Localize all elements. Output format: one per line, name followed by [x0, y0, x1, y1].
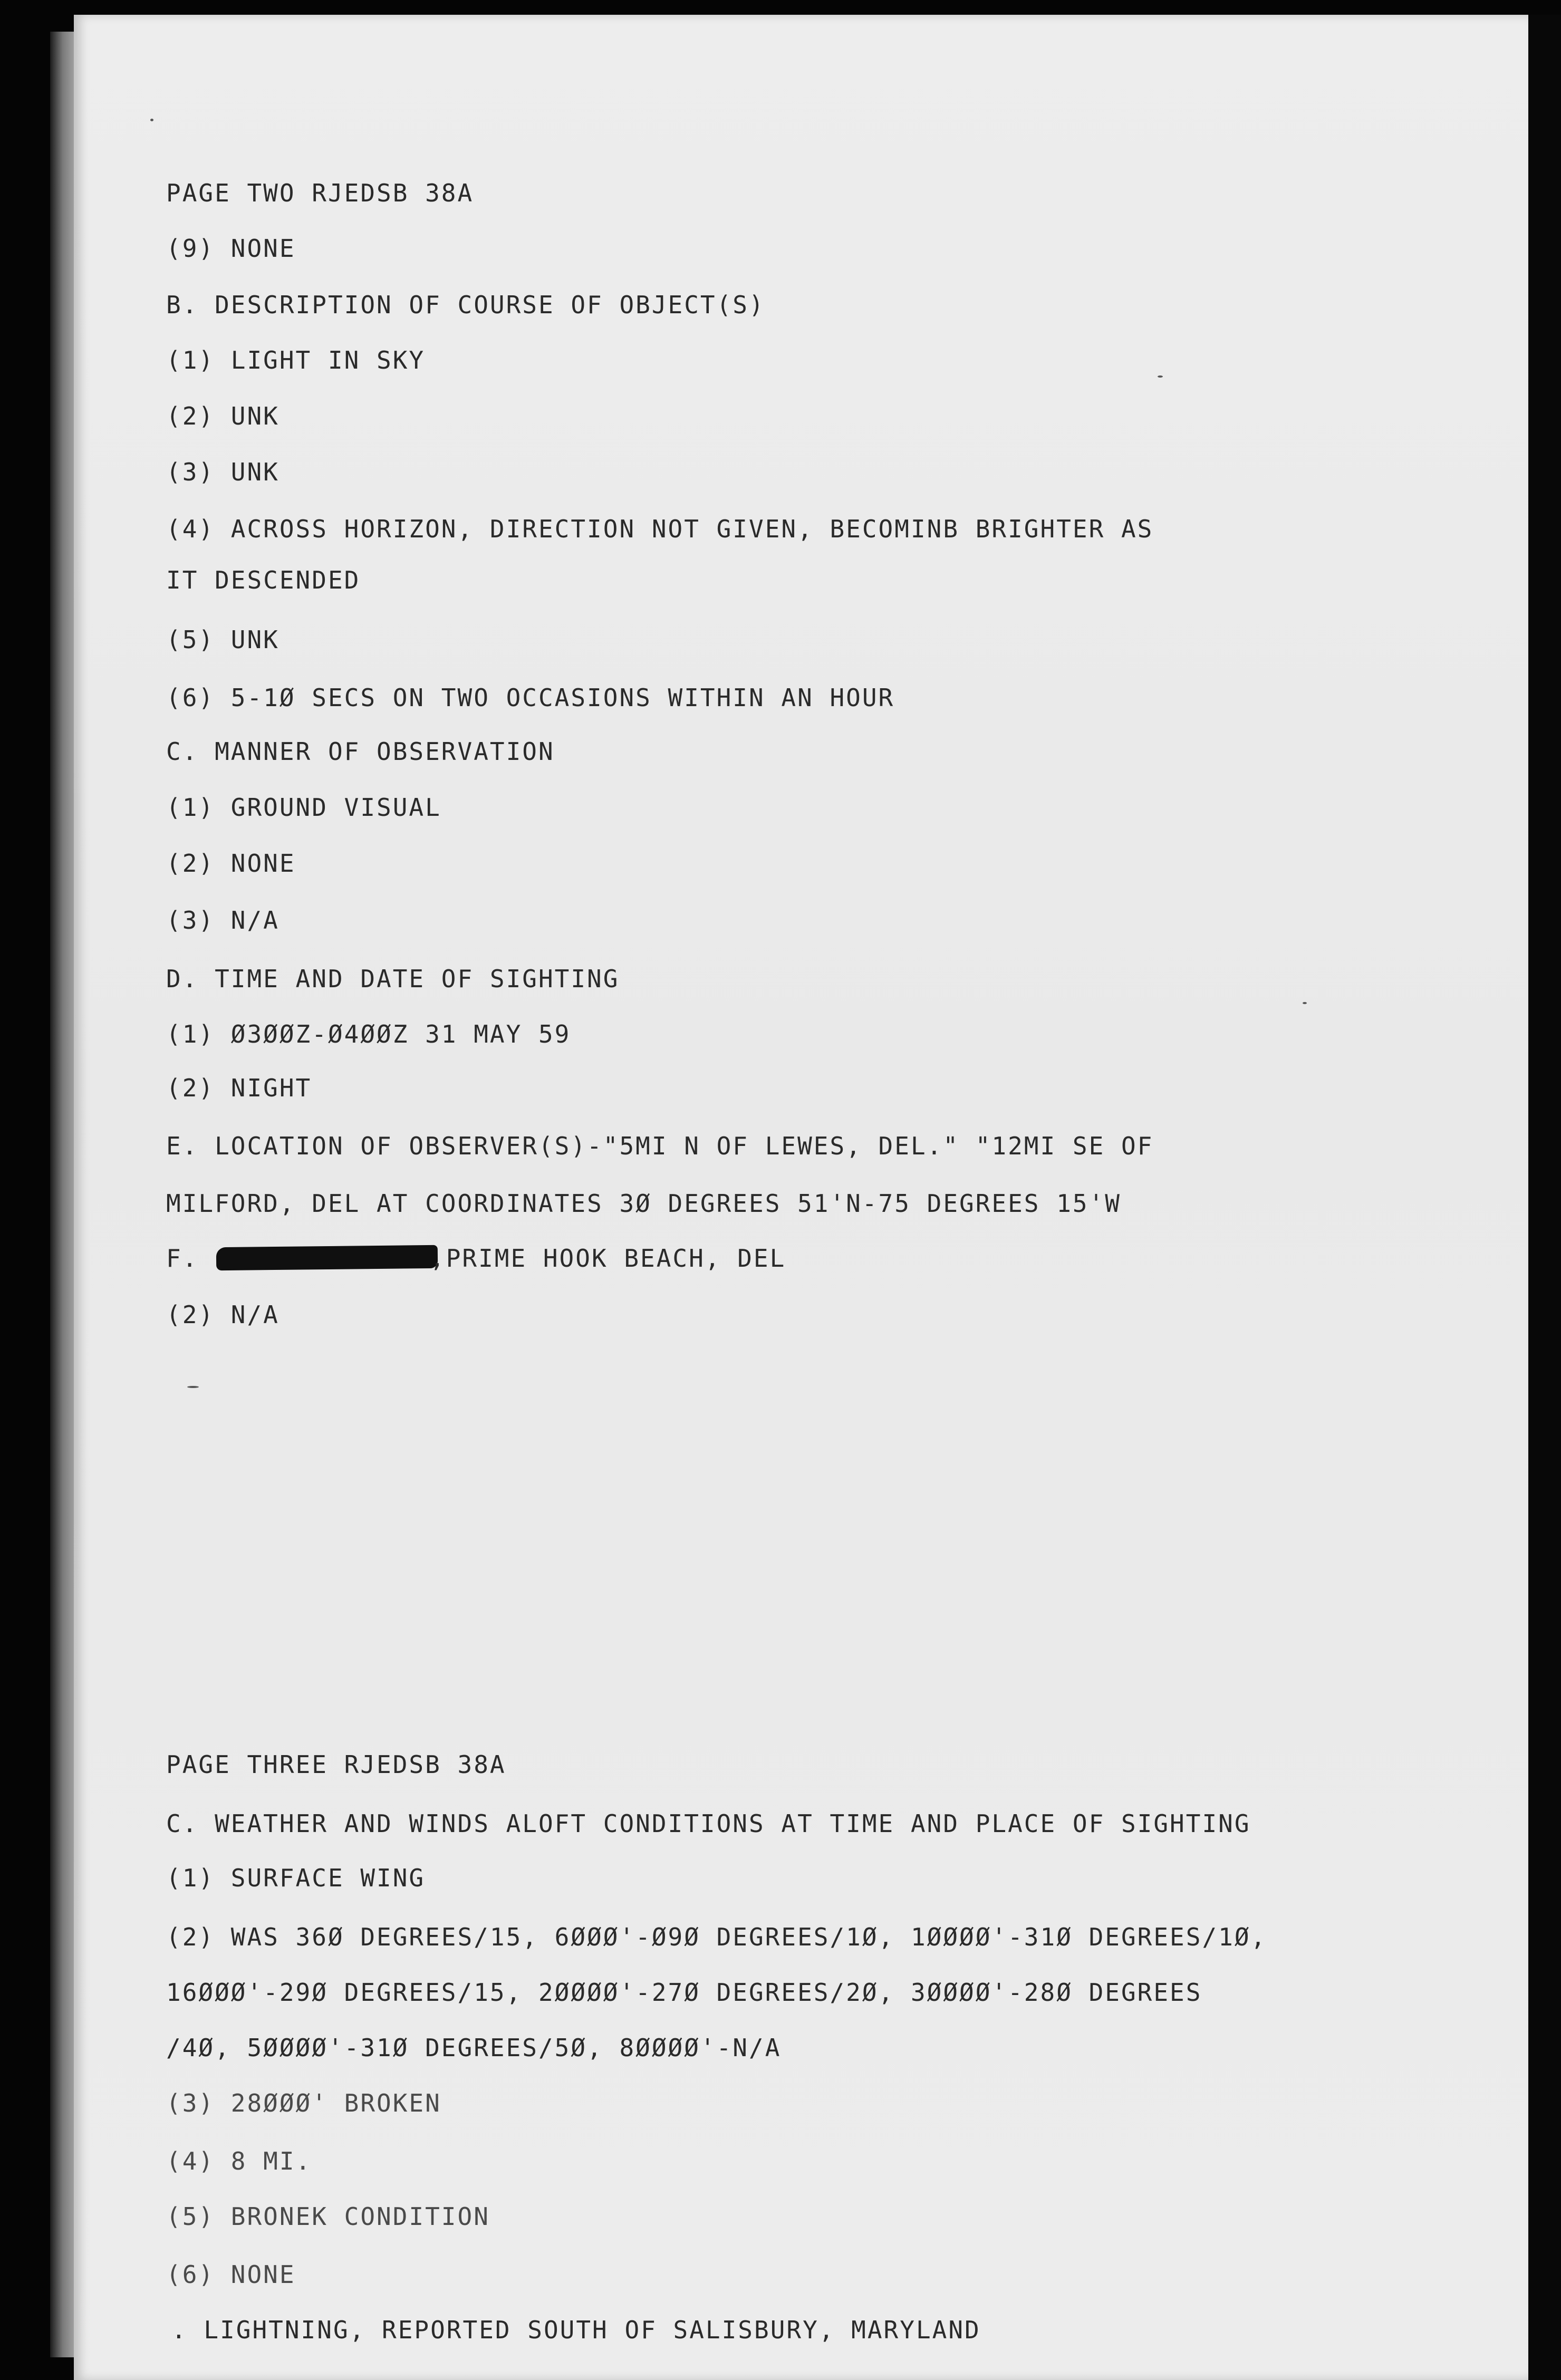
text-line: MILFORD, DEL AT COORDINATES 3Ø DEGREES 51'N-75 DEGREES 15'W [166, 1189, 1121, 1218]
text-line: (6) 5-1Ø SECS ON TWO OCCASIONS WITHIN AN HOUR [166, 683, 895, 712]
text-line: (4) 8 MI. [166, 2147, 312, 2175]
section-heading: C. WEATHER AND WINDS ALOFT CONDITIONS AT TIME AND PLACE OF SIGHTING [166, 1809, 1251, 1838]
text-line: (3) UNK [166, 458, 280, 486]
scan-speck [1303, 1002, 1307, 1004]
scan-speck [1158, 375, 1163, 378]
text-line: (3) N/A [166, 906, 280, 934]
text-line: (3) 28ØØØ' BROKEN [166, 2089, 441, 2117]
scan-right-border [1528, 15, 1561, 2380]
text-line: 16ØØØ'-29Ø DEGREES/15, 2ØØØØ'-27Ø DEGREES/2Ø, 3ØØØØ'-28Ø DEGREES [166, 1978, 1202, 2007]
text-line: (1) GROUND VISUAL [166, 793, 441, 822]
text-line: IT DESCENDED [166, 566, 361, 594]
text-line: (1) Ø3ØØZ-Ø4ØØZ 31 MAY 59 [166, 1020, 571, 1048]
text-line: (6) NONE [166, 2260, 296, 2289]
text-line: (4) ACROSS HORIZON, DIRECTION NOT GIVEN, BECOMINB BRIGHTER AS [166, 515, 1154, 543]
text-line: (1) SURFACE WING [166, 1864, 426, 1892]
text-line: (9) NONE [166, 234, 296, 263]
text-line: (2) UNK [166, 402, 280, 430]
text-line: (2) WAS 36Ø DEGREES/15, 6ØØØ'-Ø9Ø DEGREES/1Ø, 1ØØØØ'-31Ø DEGREES/1Ø, [166, 1923, 1267, 1951]
section-heading: C. MANNER OF OBSERVATION [166, 737, 555, 766]
section-heading: D. TIME AND DATE OF SIGHTING [166, 965, 620, 993]
text-line: (2) N/A [166, 1300, 280, 1329]
section-heading: E. LOCATION OF OBSERVER(S)-"5MI N OF LEWES, DEL." "12MI SE OF [166, 1132, 1154, 1160]
text-line: (2) NIGHT [166, 1074, 312, 1102]
text-line: (2) NONE [166, 849, 296, 878]
text-line-f-suffix: ,PRIME HOOK BEACH, DEL [430, 1244, 786, 1273]
scan-speck [150, 119, 153, 121]
text-line: . LIGHTNING, REPORTED SOUTH OF SALISBURY, MARYLAND [171, 2316, 981, 2344]
redaction-mark [216, 1245, 438, 1270]
page-three-header: PAGE THREE RJEDSB 38A [166, 1750, 506, 1779]
text-line: (5) BRONEK CONDITION [166, 2202, 490, 2231]
text-line: (1) LIGHT IN SKY [166, 346, 426, 374]
text-line: (5) UNK [166, 625, 280, 654]
scan-speck [187, 1386, 199, 1388]
text-line-f-prefix: F. [166, 1244, 215, 1273]
page-two-header: PAGE TWO RJEDSB 38A [166, 179, 474, 207]
section-heading: B. DESCRIPTION OF COURSE OF OBJECT(S) [166, 291, 765, 319]
text-line: /4Ø, 5ØØØØ'-31Ø DEGREES/5Ø, 8ØØØØ'-N/A [166, 2034, 782, 2062]
